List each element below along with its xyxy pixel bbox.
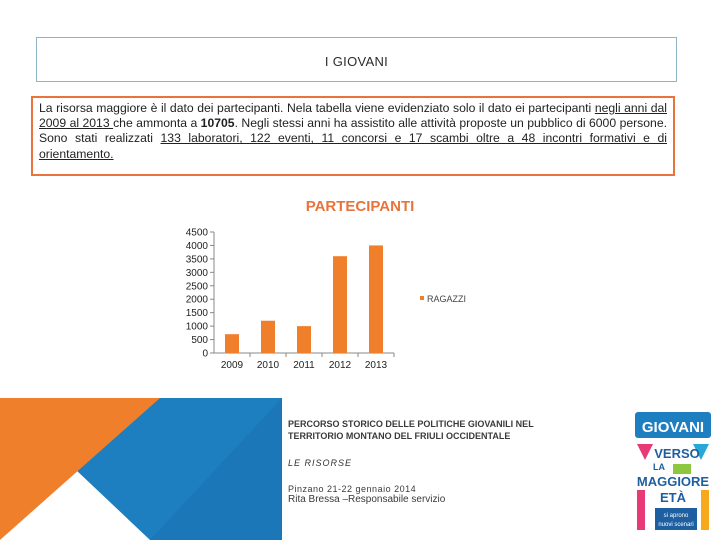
y-tick-label: 2000 [185,294,208,306]
y-tick-label: 0 [202,348,208,360]
y-tick-label: 3500 [185,254,208,266]
x-tick-label: 2009 [220,360,244,371]
description-text-2: che ammonta a [113,116,201,131]
bar-2010 [261,321,275,353]
y-tick-label: 3000 [185,267,208,279]
svg-text:si aprono: si aprono [663,513,689,519]
x-tick-label: 2013 [364,360,388,371]
svg-text:MAGGIORE: MAGGIORE [636,474,710,489]
page-title: I GIOVANI [324,54,389,69]
y-tick-label: 1500 [185,308,208,320]
description-underlined-activities: 133 laboratori, 122 eventi, 11 concorsi e 17 scambi oltre a 48 incontri formativi e di orientamento. [39,131,667,161]
chart-title: PARTECIPANTI [305,198,415,215]
giovani-logo [633,408,713,538]
legend-label: RAGAZZI [427,294,467,304]
x-tick-label: 2010 [256,360,280,371]
bar-2013 [369,245,383,353]
footer-date: Pinzano 21-22 gennaio 2014 [288,484,417,494]
svg-text:VERSO: VERSO [654,446,700,461]
y-tick-label: 4500 [185,227,208,239]
y-tick-label: 4000 [185,240,208,252]
footer-info [288,418,628,505]
x-tick-label: 2012 [328,360,352,371]
footer-title-line-2: TERRITORIO MONTANO DEL FRIULI OCCIDENTALE [288,431,511,441]
svg-text:GIOVANI: GIOVANI [641,419,705,436]
description-underlined-years: negli anni dal 2009 al 2013 [39,101,667,131]
description-text-3: . Negli stessi anni ha assistito alle attività proposte un pubblico di 6000 persone. Sono stati realizzati [39,116,668,146]
bar-2011 [297,326,311,353]
y-tick-label: 2500 [185,281,208,293]
svg-text:nuovi scenari: nuovi scenari [658,522,694,528]
bar-2012 [333,256,347,353]
footer-title [288,418,628,442]
participants-total: 10705 [200,116,235,131]
legend-swatch [420,296,424,300]
logo-graphic [633,408,713,538]
footer-author: Rita Bressa –Responsabile servizio [288,494,446,505]
footer-subtitle: LE RISORSE [288,458,353,468]
y-tick-label: 500 [191,335,208,347]
svg-text:ETÀ: ETÀ [660,490,686,505]
description-text: La risorsa maggiore è il dato dei partecipanti. Nela tabella viene evidenziato solo il dato ei partecipanti [39,101,595,115]
y-tick-label: 1000 [185,321,208,333]
bar-2009 [225,334,239,353]
x-tick-label: 2011 [293,360,315,371]
svg-text:LA: LA [653,462,665,472]
footer-title-line-1: PERCORSO STORICO DELLE POLITICHE GIOVANILI NEL [288,419,534,429]
